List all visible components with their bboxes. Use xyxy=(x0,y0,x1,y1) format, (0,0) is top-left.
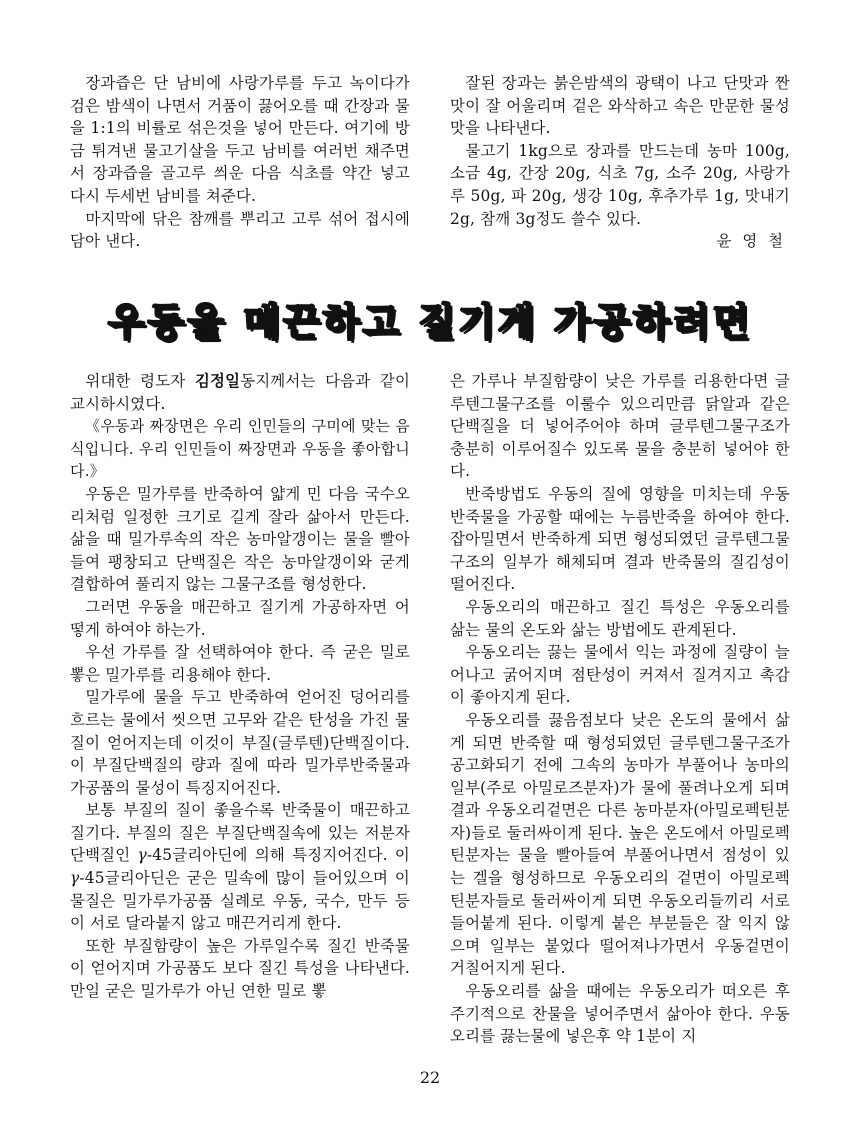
top-left-column xyxy=(70,72,410,253)
paragraph: 우선 가루를 잘 선택하여야 한다. 즉 굳은 밀로 뽛은 밀가루를 리용해야 한다. xyxy=(70,643,410,684)
paragraph: 우동은 밀가루를 반죽하여 얇게 민 다음 국수오리처럼 일정한 크기로 길게 잘라 삶아서 만든다. 삶을 때 밀가루속의 작은 농마알갱이는 물을 빨아들여 팽창되고 단백질은 작은 농마알갱이와 굳게 결합하여 풀리지 않는 그물구조를 형성한다. xyxy=(70,484,410,594)
text-segment: -45글리아딘은 굳은 밀속에 많이 들어있으며 이 물질은 밀가루가공품 실례로 우동, 국수, 만두 등이 서로 달라붙지 않고 매끈거리게 한다. xyxy=(70,869,410,933)
quotation: 《우동과 짜장면은 우리 인민들의 구미에 맞는 음식입니다. 우리 인민들이 짜장면과 우동을 좋아합니다.》 xyxy=(70,417,410,481)
gamma-symbol: γ xyxy=(137,846,147,865)
paragraph xyxy=(70,370,410,415)
paragraph: 밀가루에 물을 두고 반죽하여 얻어진 덩어리를 흐르는 물에서 씻으면 고무와 같은 탄성을 가진 물질이 얻어지는데 이것이 부질(글루텐)단백질이다. 이 부질단백질의 량과 질에 따라 밀가루반죽물과 가공품의 물성이 특징지어진다. xyxy=(70,688,410,797)
text-segment: -45글리아딘에 의해 특징지어진다. 이 xyxy=(146,846,410,865)
paragraph: 장과즙은 단 남비에 사랑가루를 두고 녹이다가 검은 밤색이 나면서 거품이 끓어오를 때 간장과 물을 1:1의 비률로 섞은것을 넣어 만든다. 여기에 방금 튀겨낸 물고기살을 두고 남비를 여러번 채주면서 장과즙을 골고루 씌운 다음 식초를 약간 넣고 다시 두세번 남비를 쳐준다. xyxy=(70,74,410,205)
paragraph: 우동오리를 삶을 때에는 우동오리가 떠오른 후 주기적으로 찬물을 넣어주면서 삶아야 한다. 우동오리를 끓는물에 넣은후 약 1분이 지 xyxy=(450,982,790,1046)
paragraph: 우동오리는 끓는 물에서 익는 과정에 질량이 늘어나고 굵어지며 점탄성이 커져서 질겨지고 촉감이 좋아지게 된다. xyxy=(450,643,790,707)
page-number: 22 xyxy=(419,1068,441,1087)
paragraph: 물고기 1kg으로 장과를 만드는데 농마 100g, 소금 4g, 간장 20g, 식초 7g, 소주 20g, 사랑가루 50g, 파 20g, 생강 10g, 후추가루 1g, 맛내기 2g, 참깨 3g정도 쓸수 있다. xyxy=(450,141,790,228)
article-title: 우동을 매끈하고 질기게 가공하려면 xyxy=(107,300,753,344)
author-byline: 윤 영 철 xyxy=(716,232,786,251)
paragraph xyxy=(70,799,410,935)
text-segment: 보통 부질의 질이 좋을수록 반죽물이 매끈하고 질기다. 부질의 질은 부질단백질속에 있는 저분자단백질인 xyxy=(70,801,410,865)
text-segment: 위대한 령도자 xyxy=(85,372,195,390)
top-right-column xyxy=(450,72,790,253)
paragraph: 잘된 장과는 붉은밤색의 광택이 나고 단맛과 짠맛이 잘 어울리며 겉은 와삭하고 속은 만문한 물성맛을 나타낸다. xyxy=(450,74,790,138)
leader-name: 김정일 xyxy=(194,372,241,390)
paragraph: 또한 부질함량이 높은 가루일수록 질긴 반죽물이 얻어지며 가공품도 보다 질긴 특성을 나타낸다. 만일 굳은 밀가루가 아닌 연한 밀로 뽛 xyxy=(70,936,410,1001)
text-segment: 동지께서는 다음과 같이 교시하시였다. xyxy=(70,372,411,413)
paragraph: 마지막에 닦은 참깨를 뿌리고 고루 섞어 접시에 담아 낸다. xyxy=(70,209,410,251)
paragraph: 은 가루나 부질함량이 낮은 가루를 리용한다면 글루텐그물구조를 이룰수 있으리만큼 닭알과 같은 단백질을 더 넣어주어야 하며 글루텐그물구조가 충분히 이루어질수 있도록 물을 충분히 넣어야 한다. xyxy=(450,372,790,481)
gamma-symbol: γ xyxy=(70,869,80,888)
article-right-column xyxy=(450,370,790,1048)
article-left-column xyxy=(70,370,410,1003)
paragraph: 반죽방법도 우동의 질에 영향을 미치는데 우동반죽물을 가공할 때에는 누름반죽을 하여야 한다. 잡아밀면서 반죽하게 되면 형성되였던 글루텐그물구조의 일부가 해체되며 결과 반죽물의 질김성이 떨어진다. xyxy=(450,484,790,594)
paragraph: 우동오리를 끓음점보다 낮은 온도의 물에서 삶게 되면 반죽할 때 형성되였던 글루텐그물구조가 공고화되기 전에 그속의 농마가 부풀어나 농마의 일부(주로 아밀로즈분자)가 물에 풀려나오게 되며 결과 우동오리겉면은 다른 농마분자(아밀로펙틴분자)들로 둘러싸이게 된다. 높은 온도에서 아밀로펙틴분자는 물을 빨아들여 부풀어나면서 점성이 있는 겔을 형성하므로 우동오리의 겉면이 아밀로펙틴분자들로 둘러싸이게 되면 우동오리들끼리 서로 들어붙게 된다. 이렇게 붙은 부분들은 잘 익지 않으며 일부는 붙었다 떨어져나가면서 우동겉면이 거칠어지게 된다. xyxy=(450,710,790,978)
paragraph: 우동오리의 매끈하고 질긴 특성은 우동오리를 삶는 물의 온도와 삶는 방법에도 관계된다. xyxy=(450,597,790,639)
paragraph: 그러면 우동을 매끈하고 질기게 가공하자면 어떻게 하여야 하는가. xyxy=(70,597,410,639)
